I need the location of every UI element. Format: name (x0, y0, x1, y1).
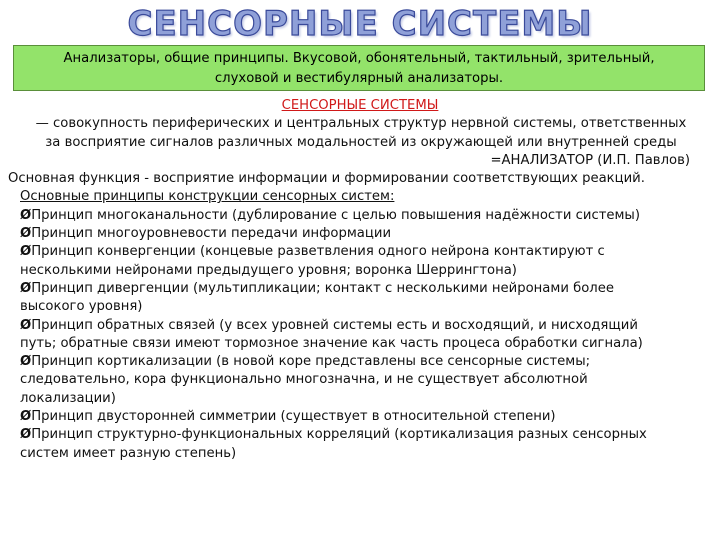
list-item: ØПринцип многоуровневости передачи информации (20, 226, 392, 242)
content-body (0, 97, 720, 463)
banner-line-1: Анализаторы, общие принципы. Вкусовой, обонятельный, тактильный, зрительный, (63, 51, 655, 66)
main-function: Основная функция - восприятие информации и формировании соответствующих реакций. (8, 171, 645, 187)
list-item: ØПринцип многоканальности (дублирование с целью повышения надёжности системы) (20, 207, 640, 223)
list-item: ØПринцип кортикализации (в новой коре представлены все сенсорные системы; следовательно, кора функционально многозначна, и не существует абсолютной локализации) (20, 354, 591, 406)
principles-heading: Основные принципы конструкции сенсорных систем: (20, 189, 395, 205)
banner-line-2: слуховой и вестибулярный анализаторы. (214, 71, 504, 86)
arrow-bullet-icon: Ø (20, 409, 32, 425)
arrow-bullet-icon: Ø (20, 226, 32, 242)
definition-line-2: за восприятие сигналов различных модальностей из окружающей или внутренней среды (45, 134, 677, 150)
definition-term: СЕНСОРНЫЕ СИСТЕМЫ (281, 98, 439, 113)
list-item: ØПринцип структурно-функциональных корреляций (кортикализация разных сенсорных систем имеет разную степень) (20, 427, 647, 461)
list-item: ØПринцип дивергенции (мультипликации; контакт с несколькими нейронами более высокого уровня) (20, 280, 614, 315)
arrow-bullet-icon: Ø (20, 207, 32, 223)
list-item: ØПринцип двусторонней симметрии (существует в относительной степени) (20, 409, 556, 425)
definition-line-1: — совокупность периферических и центральных структур нервной системы, ответственных (35, 116, 687, 132)
arrow-bullet-icon: Ø (20, 317, 32, 333)
arrow-bullet-icon: Ø (20, 427, 32, 443)
list-item: ØПринцип конвергенции (концевые разветвления одного нейрона контактируют с несколькими нейронами предыдущего уровня; воронка Шеррингтона) (20, 244, 605, 278)
list-item: ØПринцип обратных связей (у всех уровней системы есть и восходящий, и нисходящий путь; обратные связи имеют тормозное значение как часть процеса обработки сигнала) (20, 317, 643, 351)
arrow-bullet-icon: Ø (20, 354, 32, 370)
arrow-bullet-icon: Ø (20, 244, 32, 260)
page-title: СЕНСОРНЫЕ СИСТЕМЫ (127, 4, 593, 44)
principles-list (0, 188, 720, 462)
arrow-bullet-icon: Ø (20, 280, 32, 296)
definition-line-3: =АНАЛИЗАТОР (И.П. Павлов) (490, 152, 690, 168)
topic-banner (13, 45, 705, 91)
